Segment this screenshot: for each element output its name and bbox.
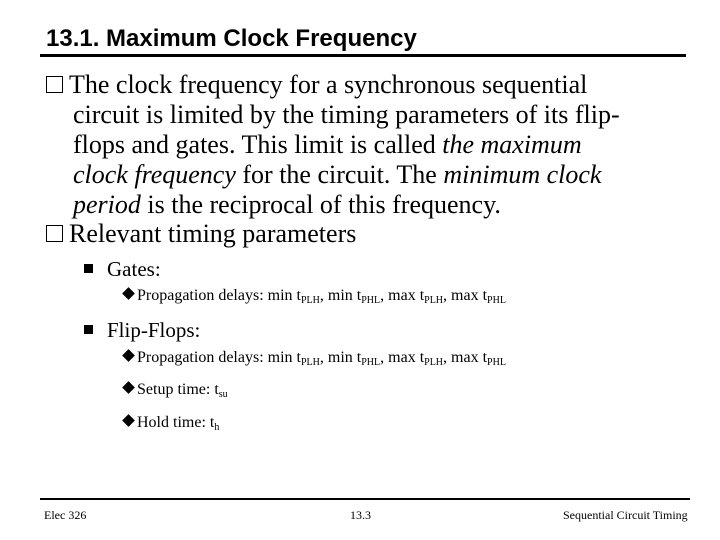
text-segment: , min t	[319, 349, 362, 366]
text-segment: The clock frequency for a synchronous sequential	[69, 70, 588, 99]
footer-course: Elec 326	[44, 508, 87, 522]
bullet-line-1	[46, 70, 686, 100]
bullet-clock-frequency	[46, 70, 686, 220]
subscript: PLH	[424, 295, 444, 306]
text-segment: Hold time: t	[137, 414, 215, 431]
sub-bullet-gates	[84, 256, 161, 282]
subscript: PHL	[487, 357, 506, 368]
text-segment: , max t	[443, 287, 488, 304]
bullet-line-5	[46, 190, 686, 220]
flip-flops-propagation-delays	[122, 348, 506, 373]
footer-topic: Sequential Circuit Timing	[563, 508, 688, 522]
text-segment: Flip-Flops:	[107, 318, 201, 342]
emphasis-text: minimum clock	[443, 160, 602, 189]
emphasis-text: the maximum	[442, 130, 582, 159]
page-title: 13.1. Maximum Clock Frequency	[46, 25, 417, 52]
text-segment: , max t	[380, 349, 425, 366]
hollow-square-bullet-icon	[46, 76, 63, 93]
subscript: PHL	[487, 295, 506, 306]
emphasis-text: period	[73, 190, 141, 219]
gates-propagation-delays	[122, 286, 506, 311]
bullet-timing-parameters	[46, 219, 356, 249]
text-segment: , max t	[443, 349, 488, 366]
subscript: PLH	[300, 295, 320, 306]
text-segment: Gates:	[107, 257, 161, 281]
diamond-bullet-icon	[122, 381, 135, 394]
diamond-bullet-icon	[122, 349, 135, 362]
text-segment: , max t	[380, 287, 425, 304]
bullet-line-2: circuit is limited by the timing parameters of its flip-	[73, 100, 620, 129]
diamond-bullet-icon	[122, 287, 135, 300]
footer-page-number: 13.3	[350, 508, 371, 522]
subscript: PHL	[361, 357, 381, 368]
flip-flops-setup-time	[122, 380, 228, 405]
filled-square-bullet-icon	[84, 325, 93, 334]
title-divider	[40, 54, 686, 57]
bullet-line-4	[46, 160, 686, 190]
subscript: PLH	[424, 357, 444, 368]
text-segment: Propagation delays: min t	[137, 349, 301, 366]
text-segment: flops and gates. This limit is called	[73, 130, 443, 159]
text-segment: Propagation delays: min t	[137, 287, 301, 304]
diamond-bullet-icon	[122, 414, 135, 427]
footer-divider	[40, 498, 690, 500]
subscript: PHL	[361, 295, 381, 306]
text-segment: is the reciprocal of this frequency.	[140, 190, 501, 219]
text-segment: , min t	[319, 287, 362, 304]
sub-bullet-flip-flops	[84, 317, 200, 343]
bullet-line-3	[46, 130, 686, 160]
hollow-square-bullet-icon	[46, 225, 63, 242]
subscript: h	[214, 422, 220, 433]
subscript: su	[218, 389, 228, 400]
filled-square-bullet-icon	[84, 264, 93, 273]
text-segment: Relevant timing parameters	[69, 219, 357, 248]
text-segment: for the circuit. The	[235, 160, 444, 189]
flip-flops-hold-time	[122, 413, 219, 438]
text-segment: Setup time: t	[137, 381, 219, 398]
emphasis-text: clock frequency	[73, 160, 236, 189]
subscript: PLH	[300, 357, 320, 368]
